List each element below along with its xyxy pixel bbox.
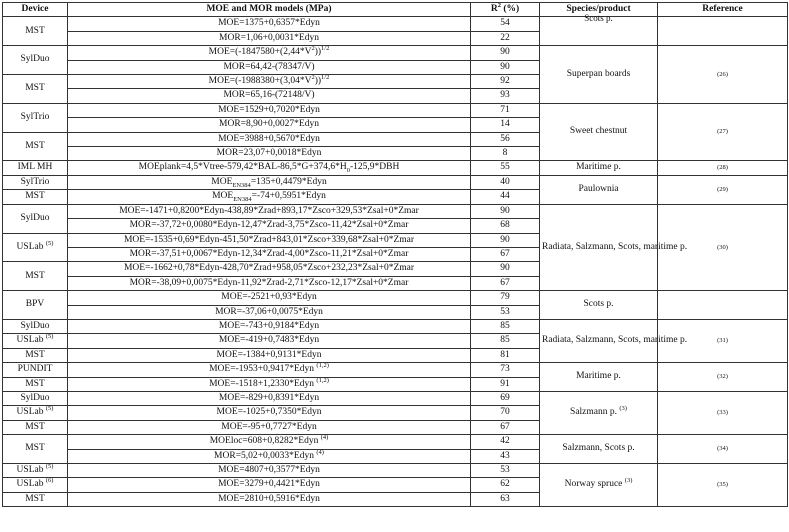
r2-cell: 91 xyxy=(471,377,540,391)
model-text-end: =135+0,4479*Edyn xyxy=(250,176,327,187)
device-sup: (6) xyxy=(45,477,54,485)
reference-cell xyxy=(658,391,788,434)
model-sub: EN384 xyxy=(232,181,251,189)
reference-cell xyxy=(658,161,788,175)
species-cell: Salzmann, Scots p. xyxy=(540,435,658,464)
table-row xyxy=(3,46,788,60)
model-text: MOEplank=4,5*Vtree-579,42*BAL-86,5*G+374,6*H xyxy=(138,162,347,173)
reference-label: (26) xyxy=(717,70,728,78)
r2-cell: 53 xyxy=(471,305,540,319)
r2-header-label: R xyxy=(490,4,498,14)
reference-cell xyxy=(658,291,788,320)
model-cell xyxy=(68,363,471,377)
r2-cell: 40 xyxy=(471,175,540,189)
model-cell: MOR=-37,51+0,0067*Edyn-12,34*Zrad-4,00*Zsco-11,21*Zsal+0*Zmar xyxy=(68,247,471,261)
r2-cell: 22 xyxy=(471,31,540,45)
species-sup: (3) xyxy=(624,477,633,485)
model-cell xyxy=(68,161,471,175)
model-sup: (1,2) xyxy=(316,376,329,384)
r2-cell: 67 xyxy=(471,247,540,261)
reference-label: (29) xyxy=(717,186,728,194)
device-cell: MST xyxy=(3,420,68,434)
model-cell: MOE=-1662+0,78*Edyn-428,70*Zrad+958,05*Zsco+232,23*Zsal+0*Zmar xyxy=(68,262,471,276)
moe-mor-models-table xyxy=(2,2,788,507)
device-label: USLab xyxy=(16,335,44,346)
species-cell xyxy=(540,13,658,46)
model-text-end: =-74+0,5951*Edyn xyxy=(251,191,326,202)
device-sup: (5) xyxy=(45,333,54,341)
r2-cell: 43 xyxy=(471,449,540,463)
r2-cell: 90 xyxy=(471,46,540,60)
species-header: Species/product xyxy=(540,3,658,17)
table-row xyxy=(3,363,788,377)
r2-header xyxy=(471,3,540,17)
r2-cell: 70 xyxy=(471,406,540,420)
reference-cell xyxy=(658,435,788,464)
model-text-end: )) xyxy=(314,47,322,58)
model-cell xyxy=(68,377,471,391)
device-cell: MST xyxy=(3,75,68,104)
device-cell: SylDuo xyxy=(3,319,68,333)
reference-label: (33) xyxy=(717,409,728,417)
device-label: USLab xyxy=(16,407,44,418)
model-sub: EN384 xyxy=(233,196,252,204)
model-cell: MOE=-95+0,7727*Edyn xyxy=(68,420,471,434)
reference-cell xyxy=(658,464,788,507)
model-cell: MOE=-743+0,9184*Edyn xyxy=(68,319,471,333)
model-exp: 1/2 xyxy=(321,73,330,81)
model-cell xyxy=(68,75,471,89)
model-cell: MOR=23,07+0,0018*Edyn xyxy=(68,147,471,161)
reference-label: (28) xyxy=(717,164,728,172)
species-cell: Superpan boards xyxy=(540,46,658,104)
device-cell: SylDuo xyxy=(3,46,68,75)
table-row xyxy=(3,319,788,333)
reference-cell xyxy=(658,103,788,161)
device-cell xyxy=(3,334,68,348)
r2-cell: 85 xyxy=(471,334,540,348)
r2-cell: 56 xyxy=(471,132,540,146)
device-cell: MST xyxy=(3,435,68,464)
species-label: Salzmann p. xyxy=(570,407,617,418)
model-cell: MOE=4807+0,3577*Edyn xyxy=(68,464,471,478)
model-cell xyxy=(68,46,471,60)
device-cell: IML MH xyxy=(3,161,68,175)
r2-cell: 90 xyxy=(471,233,540,247)
model-cell xyxy=(68,435,471,449)
device-label: USLab xyxy=(16,479,44,490)
device-label: USLab xyxy=(16,465,44,475)
species-cell: Maritime p. xyxy=(540,161,658,175)
r2-cell: 53 xyxy=(471,464,540,478)
species-cell: Radiata, Salzmann, Scots, maritime p. xyxy=(540,319,658,362)
model-cell: MOE=3279+0,4421*Edyn xyxy=(68,478,471,492)
r2-cell: 85 xyxy=(471,319,540,333)
r2-cell: 8 xyxy=(471,147,540,161)
table-row xyxy=(3,291,788,305)
r2-cell: 67 xyxy=(471,276,540,290)
r2-cell: 73 xyxy=(471,363,540,377)
r2-cell: 55 xyxy=(471,161,540,175)
reference-header: Reference xyxy=(658,3,788,17)
model-cell: MOR=64,42-(78347/V) xyxy=(68,60,471,74)
model-exp: 1/2 xyxy=(321,45,330,53)
model-cell: MOE=-2521+0,93*Edyn xyxy=(68,291,471,305)
device-cell: MST xyxy=(3,190,68,204)
model-cell: MOR=-37,06+0,0075*Edyn xyxy=(68,305,471,319)
table-row xyxy=(3,391,788,405)
model-cell: MOE=-1384+0,9131*Edyn xyxy=(68,348,471,362)
reference-cell xyxy=(658,46,788,104)
table-row xyxy=(3,103,788,117)
r2-cell: 54 xyxy=(471,17,540,31)
reference-cell xyxy=(658,17,788,46)
model-text: MOE=-1518+1,2330*Edyn xyxy=(209,378,315,389)
device-sup: (5) xyxy=(45,239,54,247)
device-cell: MST xyxy=(3,262,68,291)
reference-label: (30) xyxy=(717,243,728,251)
model-text: MOE=(-1847580+(2,44*V xyxy=(208,47,312,58)
device-cell: BPV xyxy=(3,291,68,320)
model-cell: MOE=-1471+0,8200*Edyn-438,89*Zrad+893,17*Zsco+329,53*Zsal+0*Zmar xyxy=(68,204,471,218)
species-cell xyxy=(540,391,658,434)
model-cell: MOR=65,16-(72148/V) xyxy=(68,89,471,103)
r2-cell: 93 xyxy=(471,89,540,103)
r2-header-sup: 2 xyxy=(497,1,501,9)
reference-label: (27) xyxy=(717,128,728,136)
species-cell: Scots p. xyxy=(540,291,658,320)
device-cell: MST xyxy=(3,492,68,506)
r2-cell: 68 xyxy=(471,219,540,233)
model-text: MOE xyxy=(212,191,234,202)
table-row xyxy=(3,204,788,218)
r2-cell: 67 xyxy=(471,420,540,434)
table-row xyxy=(3,435,788,449)
model-cell: MOR=1,06+0,0031*Edyn xyxy=(68,31,471,45)
device-cell: MST xyxy=(3,348,68,362)
device-cell: PUNDIT xyxy=(3,363,68,377)
table-row xyxy=(3,175,788,189)
r2-cell: 81 xyxy=(471,348,540,362)
model-sup: (4) xyxy=(320,434,329,442)
model-sup: 2 xyxy=(311,45,315,53)
device-cell: MST xyxy=(3,17,68,46)
model-cell: MOE=1375+0,6357*Edyn xyxy=(68,17,471,31)
model-text: MOE=(-1988380+(3,04*V xyxy=(208,76,312,87)
r2-cell: 90 xyxy=(471,60,540,74)
model-cell: MOR=-38,09+0,0075*Edyn-11,92*Zrad-2,71*Zsco-12,17*Zsal+0*Zmar xyxy=(68,276,471,290)
model-text-end: -125,9*DBH xyxy=(349,162,400,173)
r2-cell: 62 xyxy=(471,478,540,492)
device-cell xyxy=(3,233,68,262)
model-text: MOEloc=608+0,8282*Edyn xyxy=(209,436,319,447)
r2-cell: 69 xyxy=(471,391,540,405)
model-cell: MOE=-829+0,8391*Edyn xyxy=(68,391,471,405)
species-label: Scots p. xyxy=(584,13,613,24)
species-label: Norway spruce xyxy=(564,479,623,490)
species-cell: Maritime p. xyxy=(540,363,658,392)
device-cell: SylDuo xyxy=(3,204,68,233)
species-cell: Radiata, Salzmann, Scots, maritime p. xyxy=(540,204,658,290)
reference-label: (34) xyxy=(717,445,728,453)
model-cell: MOE=-419+0,7483*Edyn xyxy=(68,334,471,348)
device-cell: SylTrio xyxy=(3,175,68,189)
model-sup: (1,2) xyxy=(316,362,329,369)
reference-label: (35) xyxy=(717,481,728,489)
r2-cell: 14 xyxy=(471,118,540,132)
model-sup: (4) xyxy=(316,448,324,456)
models-header: MOE and MOR models (MPa) xyxy=(68,3,471,17)
device-sup: (5) xyxy=(45,462,54,470)
species-cell: Paulownia xyxy=(540,175,658,204)
model-text: MOE xyxy=(211,176,233,187)
species-cell xyxy=(540,464,658,507)
r2-cell: 90 xyxy=(471,204,540,218)
model-cell: MOE=-1025+0,7350*Edyn xyxy=(68,406,471,420)
device-sup: (5) xyxy=(45,405,54,413)
table-row xyxy=(3,464,788,478)
device-cell xyxy=(3,464,68,478)
r2-cell: 79 xyxy=(471,291,540,305)
model-cell xyxy=(68,175,471,189)
model-cell xyxy=(68,190,471,204)
model-text-end: )) xyxy=(314,76,322,87)
device-header: Device xyxy=(3,3,68,17)
table-row xyxy=(3,161,788,175)
r2-cell: 71 xyxy=(471,103,540,117)
species-cell: Sweet chestnut xyxy=(540,103,658,161)
model-cell: MOE=-1535+0,69*Edyn-451,50*Zrad+843,01*Zsco+339,68*Zsal+0*Zmar xyxy=(68,233,471,247)
model-text: MOR=5,02+0,0033*Edyn xyxy=(214,450,314,461)
table-row xyxy=(3,17,788,31)
model-sub: 0 xyxy=(346,167,350,175)
r2-cell: 42 xyxy=(471,435,540,449)
reference-cell xyxy=(658,175,788,204)
r2-cell: 90 xyxy=(471,262,540,276)
model-cell: MOR=8,90+0,0027*Edyn xyxy=(68,118,471,132)
model-cell: MOR=-37,72+0,0080*Edyn-12,47*Zrad-3,75*Zsco-11,42*Zsal+0*Zmar xyxy=(68,219,471,233)
model-sup: 2 xyxy=(311,73,315,81)
device-cell: SylDuo xyxy=(3,391,68,405)
reference-label: (32) xyxy=(717,373,728,381)
species-sup: (3) xyxy=(619,405,627,413)
model-text: MOE=-1953+0,9417*Edyn xyxy=(209,364,315,375)
r2-header-unit: (%) xyxy=(500,4,520,14)
device-cell xyxy=(3,406,68,420)
model-cell: MOE=1529+0,7020*Edyn xyxy=(68,103,471,117)
device-label: USLab xyxy=(16,241,44,252)
r2-cell: 92 xyxy=(471,75,540,89)
device-cell: SylTrio xyxy=(3,103,68,132)
model-cell: MOE=2810+0,5916*Edyn xyxy=(68,492,471,506)
r2-cell: 63 xyxy=(471,492,540,506)
device-cell: MST xyxy=(3,377,68,391)
device-cell: MST xyxy=(3,132,68,161)
model-cell: MOE=3988+0,5670*Edyn xyxy=(68,132,471,146)
model-cell xyxy=(68,449,471,463)
table-header-row xyxy=(3,3,788,17)
r2-cell: 44 xyxy=(471,190,540,204)
reference-cell xyxy=(658,363,788,392)
reference-label: (31) xyxy=(717,337,728,345)
device-cell xyxy=(3,478,68,492)
